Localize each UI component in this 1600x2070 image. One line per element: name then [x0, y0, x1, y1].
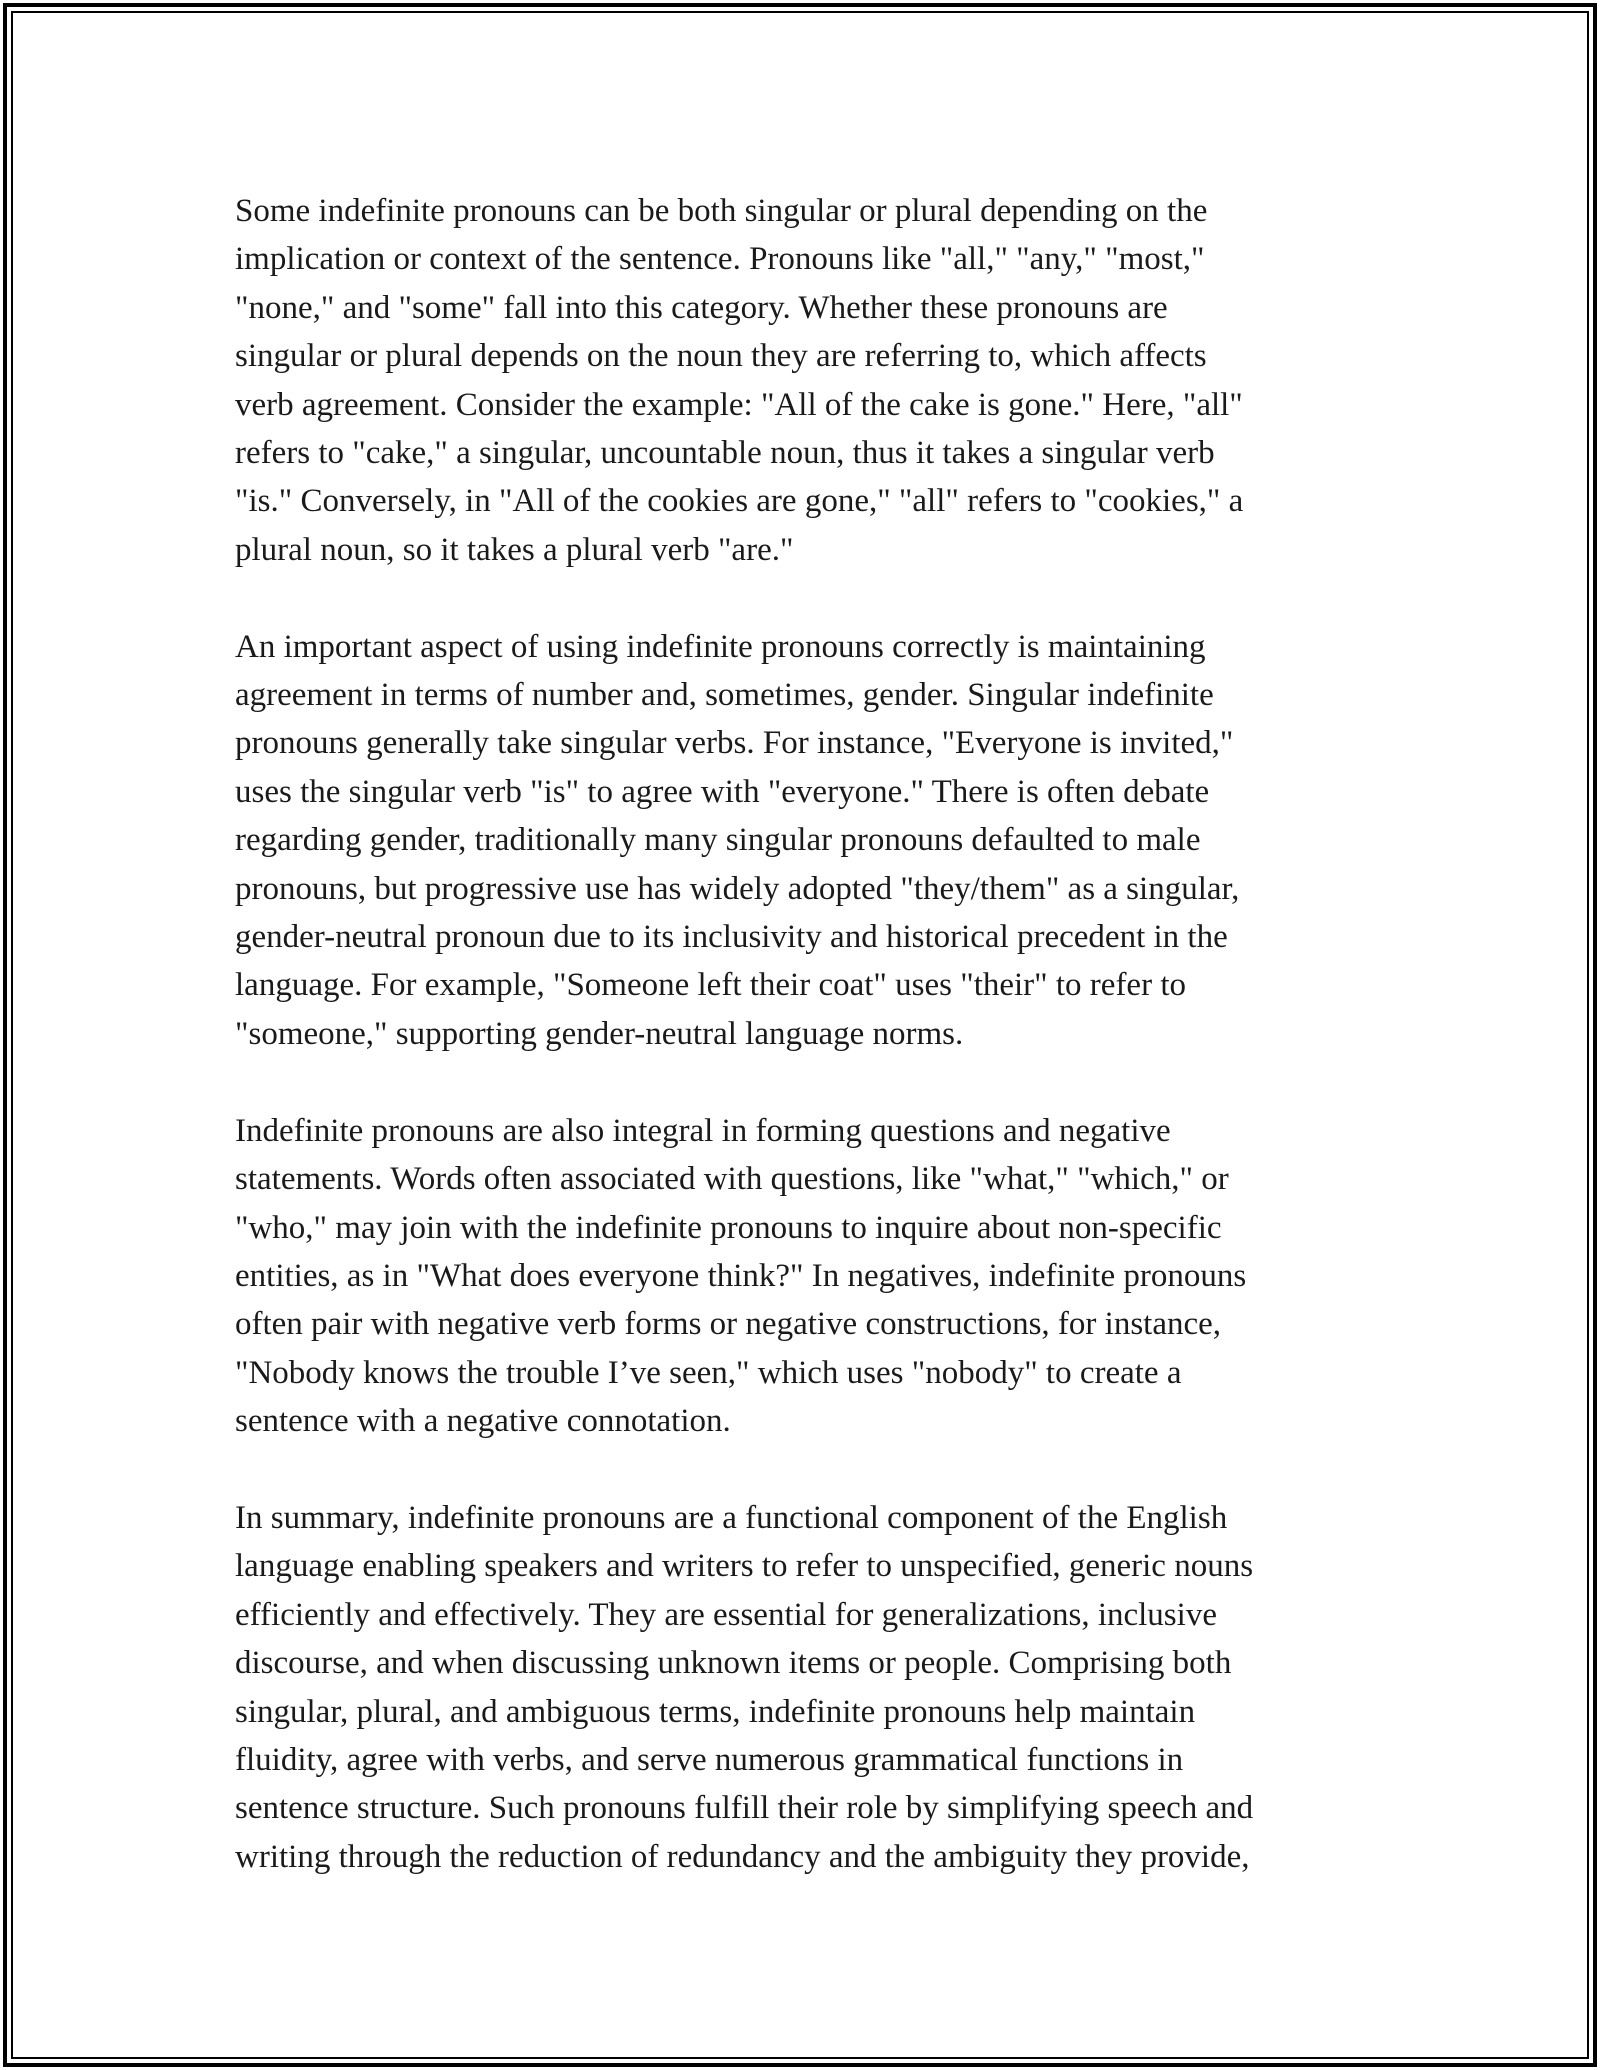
paragraph-1: Some indefinite pronouns can be both singular or plural depending on the implication or context of the sentence. Pronouns like "all," "any," "most," "none," and "some" fall into this category. Whether these pronouns are singular or plural depends on the noun they are referring to, which affects verb agreement. Consider the example: "All of the cake is gone." Here, "all" refers to "cake," a singular, uncountable noun, thus it takes a singular verb "is." Conversely, in "All of the cookies are gone," "all" refers to "cookies," a plural noun, so it takes a plural verb "are." — [235, 193, 1244, 568]
paragraph-3: Indefinite pronouns are also integral in forming questions and negative statements. Words often associated with questions, like "what," "which," or "who," may join with the indefinite pronouns to inquire about non-specific entities, as in "What does everyone think?" In negatives, indefinite pronouns often pair with negative verb forms or negative constructions, for instance, "Nobody knows the trouble I’ve seen," which uses "nobody" to create a sentence with a negative connotation. — [235, 1112, 1247, 1440]
paragraph-4: In summary, indefinite pronouns are a functional component of the English language enabling speakers and writers to refer to unspecified, generic nouns efficiently and effectively. They are essential for generalizations, inclusive discourse, and when discussing unknown items or people. Comprising both singular, plural, and ambiguous terms, indefinite pronouns help maintain fluidity, agree with verbs, and serve numerous grammatical functions in sentence structure. Such pronouns fulfill their role by simplifying speech and writing through the reduction of redundancy and the ambiguity they provide, — [235, 1499, 1254, 1875]
document-body — [235, 187, 1385, 1930]
paragraph-2: An important aspect of using indefinite pronouns correctly is maintaining agreement in terms of number and, sometimes, gender. Singular indefinite pronouns generally take singular verbs. For instance, "Everyone is invited," uses the singular verb "is" to agree with "everyone." There is often debate regarding gender, traditionally many singular pronouns defaulted to male pronouns, but progressive use has widely adopted "they/them" as a singular, gender-neutral pronoun due to its inclusivity and historical precedent in the language. For example, "Someone left their coat" uses "their" to refer to "someone," supporting gender-neutral language norms. — [235, 628, 1240, 1052]
